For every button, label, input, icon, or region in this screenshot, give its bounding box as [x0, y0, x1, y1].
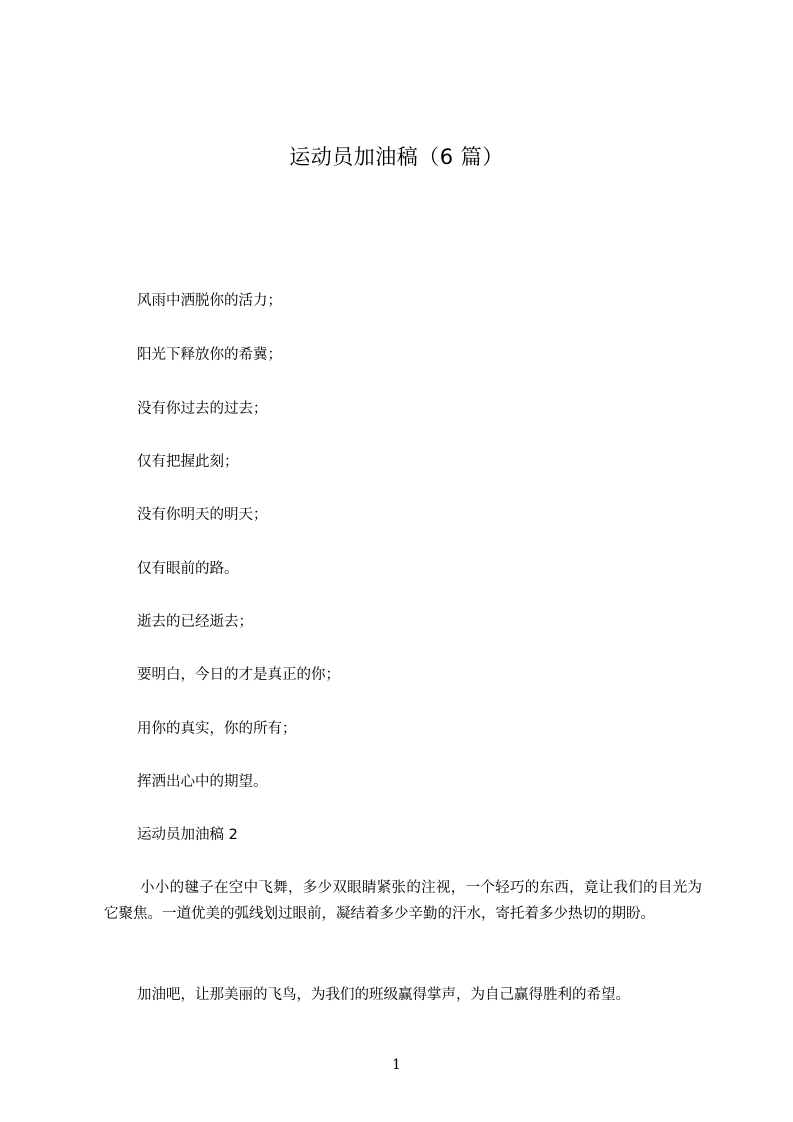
poem-line-8: 要明白，今日的才是真正的你； — [137, 667, 340, 683]
poem-line-6: 仅有眼前的路。 — [137, 561, 239, 577]
poem-line-2: 阳光下释放你的希冀； — [137, 347, 282, 363]
paragraph-2: 加油吧，让那美丽的飞鸟，为我们的班级赢得掌声，为自己赢得胜利的希望。 — [137, 987, 630, 1003]
document-title: 运动员加油稿（6 篇） — [289, 145, 504, 169]
poem-line-7: 逝去的已经逝去； — [137, 614, 253, 630]
poem-line-5: 没有你明天的明天； — [137, 507, 268, 523]
section-heading: 运动员加油稿 2 — [137, 827, 238, 843]
poem-line-4: 仅有把握此刻； — [137, 454, 239, 470]
poem-line-10: 挥洒出心中的期望。 — [137, 774, 268, 790]
poem-line-1: 风雨中洒脱你的活力； — [137, 293, 282, 309]
paragraph-1: 小小的毽子在空中飞舞，多少双眼睛紧张的注视，一个轻巧的东西，竟让我们的目光为它聚焦。一道优美的弧线划过眼前，凝结着多少辛勤的汗水，寄托着多少热切的期盼。 — [104, 880, 702, 922]
poem-line-9: 用你的真实，你的所有； — [137, 721, 297, 737]
page-number: 1 — [392, 1057, 401, 1073]
poem-line-3: 没有你过去的过去； — [137, 401, 268, 417]
